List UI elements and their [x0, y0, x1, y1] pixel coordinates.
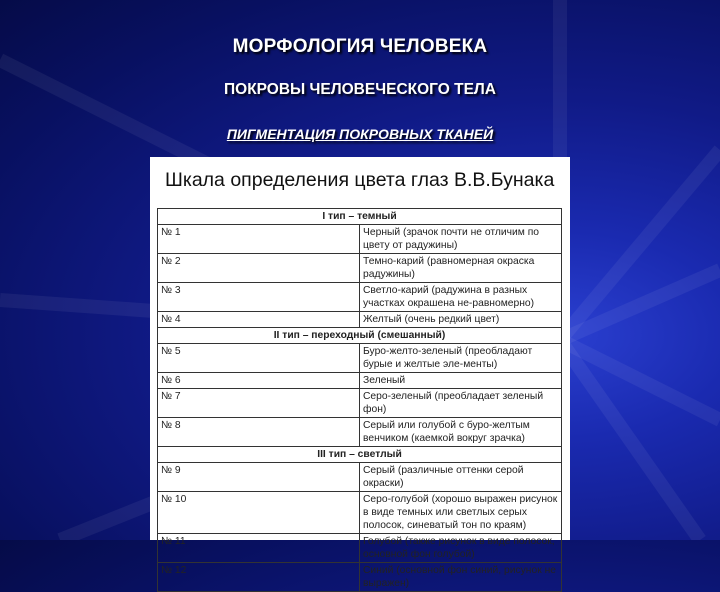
color-number: № 11	[158, 534, 360, 563]
table-row	[158, 418, 562, 447]
color-number: № 7	[158, 389, 360, 418]
color-number: № 12	[158, 563, 360, 592]
color-number: № 5	[158, 344, 360, 373]
table-row	[158, 225, 562, 254]
table-section-row	[158, 328, 562, 344]
table-row	[158, 563, 562, 592]
eye-color-table	[157, 208, 562, 592]
color-description: Черный (зрачок почти не отличим по цвету от радужины)	[360, 225, 562, 254]
color-description: Голубой (также рисунок в виде полосок, основной фон голубой)	[360, 534, 562, 563]
table-row	[158, 463, 562, 492]
color-number: № 8	[158, 418, 360, 447]
scale-card	[150, 157, 570, 589]
color-number: № 1	[158, 225, 360, 254]
section-heading: ПИГМЕНТАЦИЯ ПОКРОВНЫХ ТКАНЕЙ	[226, 126, 494, 142]
table-section-row	[158, 447, 562, 463]
color-number: № 2	[158, 254, 360, 283]
table-row	[158, 492, 562, 534]
color-description: Серый или голубой с буро-желтым венчиком (каемкой вокруг зрачка)	[360, 418, 562, 447]
section-label: III тип – светлый	[158, 447, 562, 463]
color-number: № 4	[158, 312, 360, 328]
table-row	[158, 389, 562, 418]
section-label: II тип – переходный (смешанный)	[158, 328, 562, 344]
color-description: Светло-карий (радужина в разных участках окрашена не-равномерно)	[360, 283, 562, 312]
slide-title: МОРФОЛОГИЯ ЧЕЛОВЕКА	[232, 36, 488, 57]
color-description: Темно-карий (равномерная окраска радужины)	[360, 254, 562, 283]
color-number: № 10	[158, 492, 360, 534]
table-section-row	[158, 209, 562, 225]
color-description: Серо-голубой (хорошо выражен рисунок в виде темных или светлых серых полосок, синеватый тон по краям)	[360, 492, 562, 534]
color-number: № 6	[158, 373, 360, 389]
color-description: Серый (различные оттенки серой окраски)	[360, 463, 562, 492]
color-description: Буро-желто-зеленый (преобладают бурые и желтые эле-менты)	[360, 344, 562, 373]
color-number: № 9	[158, 463, 360, 492]
table-row	[158, 373, 562, 389]
color-description: Серо-зеленый (преобладает зеленый фон)	[360, 389, 562, 418]
slide-subtitle: ПОКРОВЫ ЧЕЛОВЕЧЕСКОГО ТЕЛА	[224, 81, 496, 98]
table-row	[158, 344, 562, 373]
scale-title: Шкала определения цвета глаз В.В.Бунака	[165, 169, 555, 191]
table-row	[158, 283, 562, 312]
table-row	[158, 534, 562, 563]
color-number: № 3	[158, 283, 360, 312]
color-description: Зеленый	[360, 373, 562, 389]
table-row	[158, 254, 562, 283]
table-row	[158, 312, 562, 328]
section-label: I тип – темный	[158, 209, 562, 225]
color-description: Желтый (очень редкий цвет)	[360, 312, 562, 328]
color-description: Синий (основной фон синий, рисунок не выражен)	[360, 563, 562, 592]
